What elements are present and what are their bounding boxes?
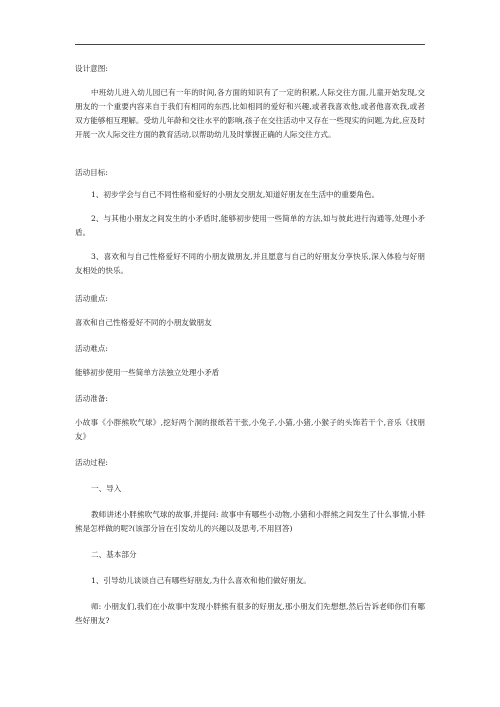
difficulty-body: 能够初步使用一些简单方法独立处理小矛盾 [75, 368, 220, 377]
goal-3: 3、喜欢和与自己性格爱好不同的小朋友做朋友,并且愿意与自己的好朋友分享快乐,深入体验与好朋友相处的快乐。 [75, 252, 425, 275]
difficulty-title: 活动难点: [75, 344, 108, 353]
focus-title: 活动重点: [75, 294, 108, 303]
design-title: 设计意图: [75, 64, 108, 73]
section-intro-body: 教师讲述小胖熊吹气球的故事,并提问: 故事中有哪些小动物,小猪和小胖熊之间发生了什么事情,小胖熊是怎样做的呢?(该部分旨在引发幼儿的兴趣以及思考,不用回答) [75, 510, 425, 533]
section-main-heading: 二、基本部分 [91, 550, 137, 559]
goal-1: 1、初步学会与自己不同性格和爱好的小朋友交朋友,知道好朋友在生活中的重要角色。 [91, 190, 380, 199]
process-title: 活动过程: [75, 458, 108, 467]
design-body: 中班幼儿进入幼儿园已有一年的时间,各方面的知识有了一定的积累,人际交往方面,儿童开始发现,交朋友的一个重要内容来自于我们有相同的东西,比如相同的爱好和兴趣,或者我喜欢他,或者他喜欢我,或者双方能够相互理解。受幼儿年龄和交往水平的影响,孩子在交往活动中又存在一些现实的问题,为此,应及时开展一次人际交往方面的教育活动,以帮助幼儿及时掌握正确的人际交往方式。 [75, 88, 425, 139]
step-1: 1、引导幼儿谈谈自己有哪些好朋友,为什么喜欢和他们做好朋友。 [91, 576, 311, 585]
prep-title: 活动准备: [75, 394, 108, 403]
goals-title: 活动目标: [75, 168, 108, 177]
step-1-body: 师: 小朋友们,我们在小故事中发现小胖熊有很多的好朋友,那小朋友们先想想,然后告诉老师你们有哪些好朋友? [75, 602, 425, 625]
focus-body: 喜欢和自己性格爱好不同的小朋友做朋友 [75, 318, 212, 327]
prep-body: 小故事《小胖熊吹气球》,挖好两个洞的报纸若干张,小兔子,小猫,小猪,小猴子的头饰若干个,音乐《找朋友》 [75, 418, 425, 441]
section-intro-heading: 一、导入 [91, 484, 122, 493]
header-rule [75, 44, 425, 45]
goal-2: 2、与其他小朋友之间发生的小矛盾时,能够初步使用一些简单的方法,如与彼此进行沟通等,处理小矛盾。 [75, 214, 425, 237]
